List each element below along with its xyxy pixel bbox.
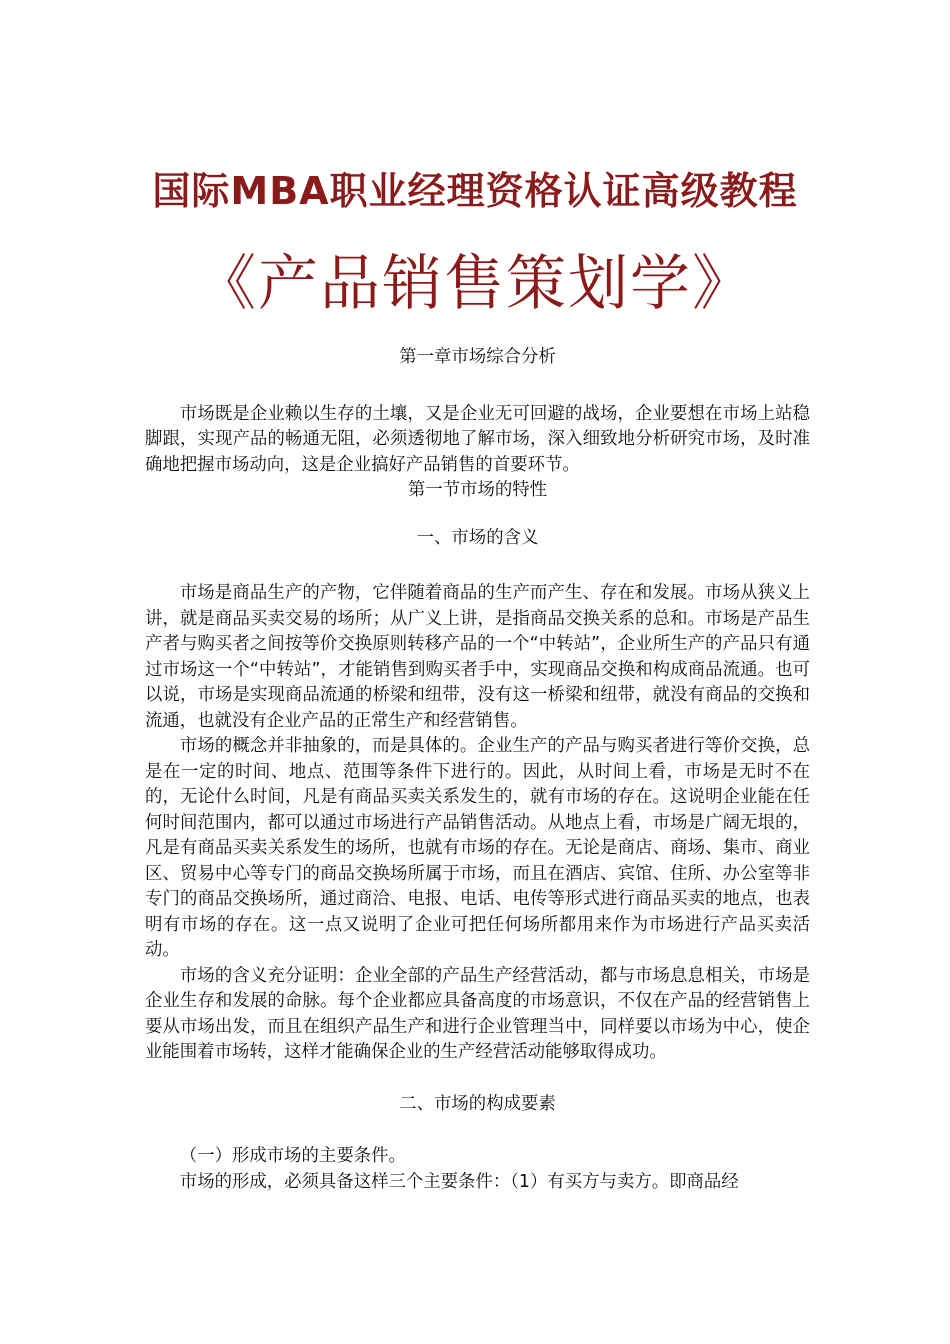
document-body <box>145 345 810 1195</box>
chapter-heading: 第一章市场综合分析 <box>399 347 556 367</box>
document-title-line1: 国际MBA职业经理资格认证高级教程 <box>152 169 798 213</box>
paragraph-market-significance: 市场的含义充分证明：企业全部的产品生产经营活动，都与市场息息相关，市场是企业生存和发展的命脉。每个企业都应具备高度的市场意识，不仅在产品的经营销售上要从市场出发，而且在组织产品生产和进行企业管理当中，同样要以市场为中心，使企业能围着市场转，这样才能确保企业的生产经营活动能够取得成功。 <box>145 965 810 1062</box>
document-title-line2: 《产品销售策划学》 <box>196 249 754 319</box>
subsection-heading-elements: 二、市场的构成要素 <box>399 1093 556 1114</box>
subsection-heading-meaning: 一、市场的含义 <box>416 527 539 548</box>
intro-paragraph: 市场既是企业赖以生存的土壤，又是企业无可回避的战场，企业要想在市场上站稳脚跟，实现产品的畅通无阻，必须透彻地了解市场，深入细致地分析研究市场，及时准确地把握市场动向，这是企业搞好产品销售的首要环节。 <box>145 403 810 475</box>
paragraph-market-conditions: 市场的形成，必须具备这样三个主要条件：（1）有买方与卖方。即商品经 <box>179 1171 739 1192</box>
paragraph-market-concept: 市场的概念并非抽象的，而是具体的。企业生产的产品与购买者进行等价交换，总是在一定的时间、地点、范围等条件下进行的。因此，从时间上看，市场是无时不在的，无论什么时间，凡是有商品买卖关系发生的，就有市场的存在。这说明企业能在任何时间范围内，都可以通过市场进行产品销售活动。从地点上看，市场是广阔无垠的，凡是有商品买卖关系发生的场所，也就有市场的存在。无论是商店、商场、集市、商业区、贸易中心等专门的商品交换场所属于市场，而且在酒店、宾馆、住所、办公室等非专门的商品交换场所，通过商洽、电报、电话、电传等形式进行商品买卖的地点，也表明有市场的存在。这一点又说明了企业可把任何场所都用来作为市场进行产品买卖活动。 <box>145 736 810 960</box>
section-heading: 第一节市场的特性 <box>407 480 548 500</box>
subsection-item-heading: （一）形成市场的主要条件。 <box>179 1146 406 1166</box>
paragraph-market-definition: 市场是商品生产的产物，它伴随着商品的生产而产生、存在和发展。市场从狭义上讲，就是商品买卖交易的场所；从广义上讲，是指商品交换关系的总和。市场是产品生产者与购买者之间按等价交换原则转移产品的一个“中转站”，企业所生产的产品只有通过市场这一个“中转站”，才能销售到购买者手中，实现商品交换和构成商品流通。也可以说，市场是实现商品流通的桥梁和纽带，没有这一桥梁和纽带，就没有商品的交换和流通，也就没有企业产品的正常生产和经营销售。 <box>145 583 810 731</box>
